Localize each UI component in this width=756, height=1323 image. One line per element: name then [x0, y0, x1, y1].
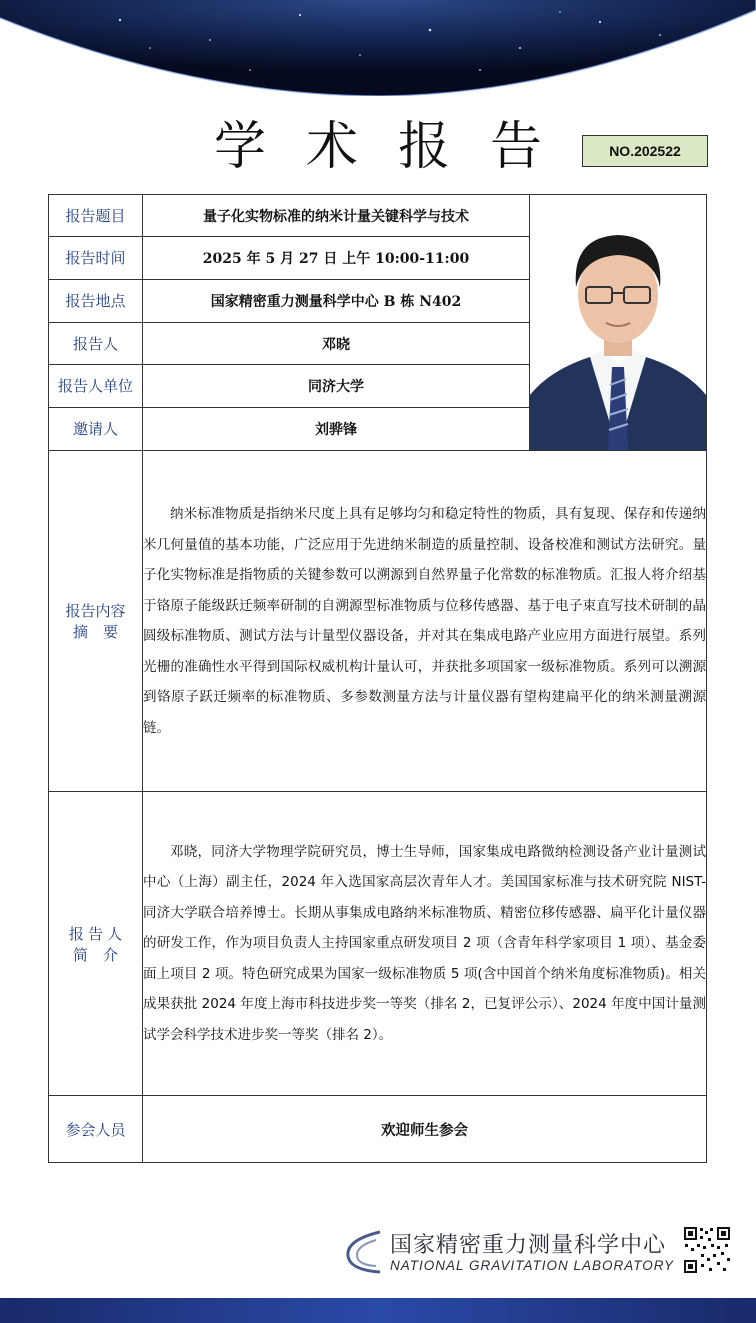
- abstract-label-line2: 摘 要: [72, 624, 118, 641]
- report-number: NO.202522: [582, 135, 708, 167]
- row-abstract: [49, 451, 707, 792]
- attendees-value: 欢迎师生参会: [143, 1096, 707, 1163]
- bio-label: [49, 792, 143, 1096]
- row-topic: [49, 195, 707, 237]
- place-value: 国家精密重力测量科学中心 B 栋 N402: [143, 279, 530, 322]
- bio-text: 邓晓，同济大学物理学院研究员，博士生导师，国家集成电路微纳检测设备产业计量测试中心（上海）副主任，2024 年入选国家高层次青年人才。美国国家标准与技术研究院 NIST-同济大学联合培养博士。长期从事集成电路纳米标准物质、精密位移传感器、扁平化计量仪器的研发工作，作为项目负责人主持国家重点研发项目 2 项（含青年科学家项目 1 项）、基金委面上项目 2 项。特色研究成果为国家一级标准物质 5 项(含中国首个纳米角度标准物质)。相关成果获批 2024 年度上海市科技进步奖一等奖（排名 2，已复评公示）、2024 年度中国计量测试学会科学技术进步奖一等奖（排名 2）。: [143, 843, 706, 1043]
- org-name-cn: 国家精密重力测量科学中心: [390, 1233, 667, 1258]
- abstract-content: [143, 451, 707, 792]
- bottom-bar: [0, 1298, 756, 1323]
- inviter-label: 邀请人: [49, 407, 143, 450]
- affiliation-value: 同济大学: [143, 365, 530, 407]
- report-info-table: [48, 194, 707, 1163]
- org-name-en: NATIONAL GRAVITATION LABORATORY: [390, 1258, 675, 1273]
- lab-logo-icon: [340, 1226, 386, 1278]
- qr-code: [683, 1226, 731, 1274]
- abstract-label: [49, 451, 143, 792]
- space-banner: [0, 0, 756, 96]
- attendees-label: 参会人员: [49, 1096, 143, 1163]
- place-label: 报告地点: [49, 279, 143, 322]
- time-label: 报告时间: [49, 237, 143, 279]
- topic-label: 报告题目: [49, 195, 143, 237]
- affiliation-label: 报告人单位: [49, 365, 143, 407]
- time-value: 2025 年 5 月 27 日 上午 10:00-11:00: [143, 237, 530, 279]
- bio-label-line1: 报 告 人: [68, 925, 123, 943]
- page-title: 学术报告: [213, 117, 582, 177]
- bio-content: [143, 792, 707, 1096]
- row-bio: [49, 792, 707, 1096]
- footer-logo: [340, 1224, 740, 1280]
- speaker-photo: [530, 195, 707, 451]
- speaker-value: 邓晓: [143, 322, 530, 364]
- abstract-label-line1: 报告内容: [65, 603, 126, 620]
- topic-value: 量子化实物标准的纳米计量关键科学与技术: [143, 195, 530, 237]
- inviter-value: 刘骅锋: [143, 407, 530, 450]
- speaker-label: 报告人: [49, 322, 143, 364]
- row-attendees: [49, 1096, 707, 1163]
- bio-label-line2: 简 介: [72, 946, 118, 964]
- abstract-text: 纳米标准物质是指纳米尺度上具有足够均匀和稳定特性的物质，具有复现、保存和传递纳米几何量值的基本功能，广泛应用于先进纳米制造的质量控制、设备校准和测试方法研究。量子化实物标准是指物质的关键参数可以溯源到自然界量子化常数的标准物质。汇报人将介绍基于铬原子能级跃迁频率研制的自溯源型标准物质与位移传感器、基于电子束直写技术研制的晶圆级标准物质、测试方法与计量型仪器设备，并对其在集成电路产业应用方面进行展望。系列光栅的准确性水平得到国际权威机构计量认可，并获批多项国家一级标准物质。系列可以溯源到铬原子跃迁频率的标准物质、多参数测量方法与计量仪器有望构建扁平化的纳米测量溯源链。: [143, 506, 706, 736]
